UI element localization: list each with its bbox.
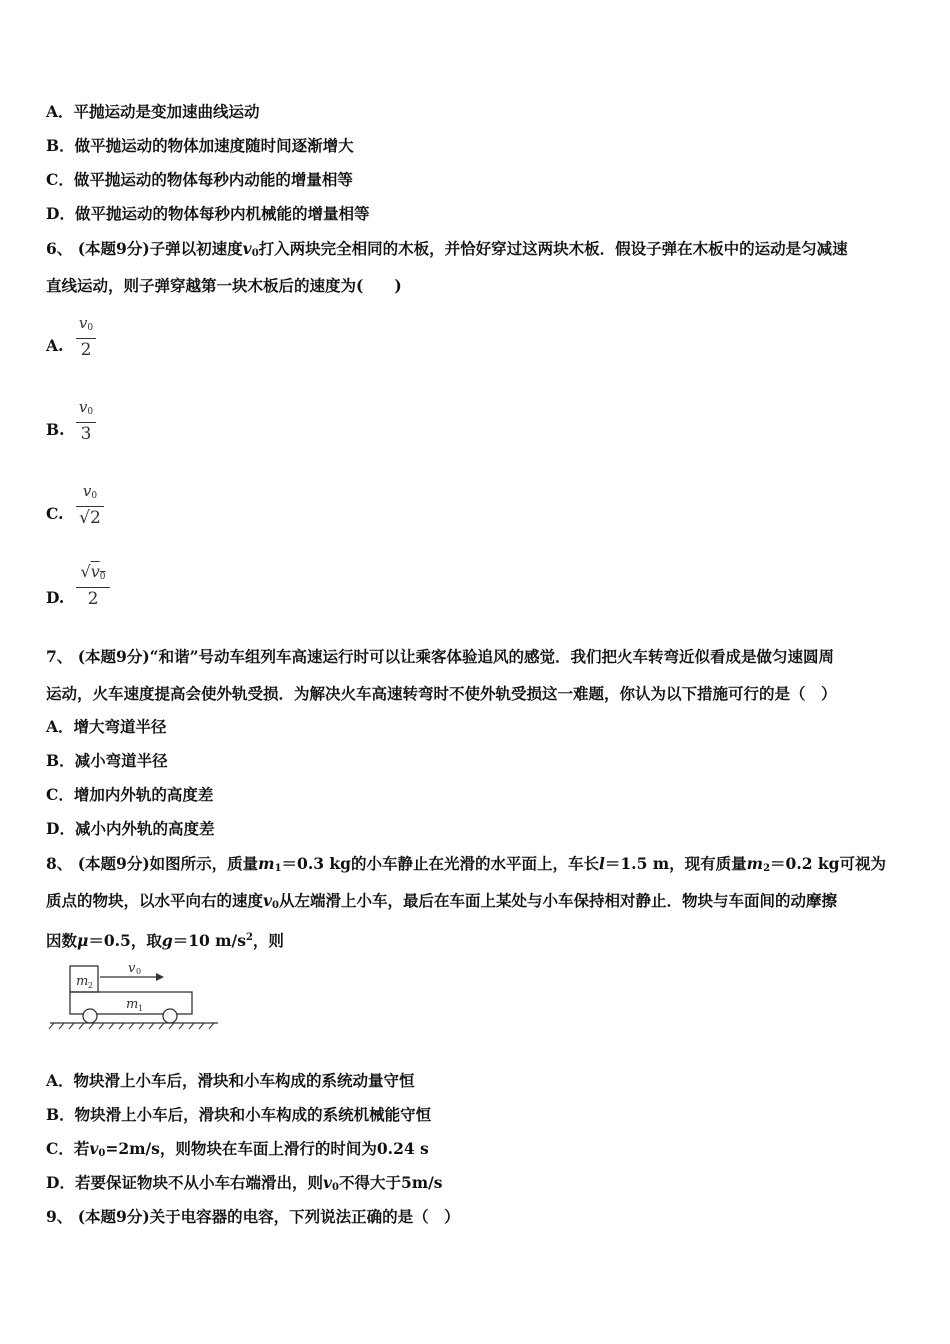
frac-v-sub: 0	[87, 323, 94, 333]
svg-text:1: 1	[138, 1004, 144, 1013]
frac-den: √2	[79, 508, 101, 528]
q8-text: 从左端滑上小车，最后在车面上某处与小车保持相对静止．物块与车面间的动摩擦	[279, 891, 838, 910]
q8-option-c-text: C．若	[46, 1139, 90, 1158]
q7-stem-line2: 运动，火车速度提高会使外轨受损．为解决火车高速转弯时不使外轨受损这一难题，你认为以下措施可行的是（ ）	[46, 684, 837, 703]
cart-block-diagram	[46, 958, 222, 1032]
frac-sqrt-v	[91, 562, 106, 581]
q8-text: ，则	[252, 931, 284, 951]
frac-v: v	[78, 314, 88, 332]
svg-text:m: m	[126, 997, 139, 1012]
q8-sub: 0	[331, 1182, 339, 1193]
q8-stem-line1	[46, 854, 886, 879]
frac-v: v	[82, 482, 92, 500]
q8-m: m	[258, 854, 275, 873]
q7-text: (本题9分)“和谐”号动车组列车高速运行时可以让乘客体验追风的感觉．我们把火车转弯近似看成是做匀速圆周	[77, 647, 834, 666]
q7-stem-line1	[46, 647, 834, 667]
q8-option-a: A．物块滑上小车后，滑块和小车构成的系统动量守恒	[46, 1071, 415, 1090]
q8-text: 质点的物块，以水平向右的速度	[46, 891, 264, 910]
q8-m: m	[746, 854, 764, 873]
q9-text: (本题9分)关于电容器的电容，下列说法正确的是（ ）	[77, 1207, 460, 1226]
frac-den: 2	[80, 340, 92, 360]
q8-text: 因数	[46, 931, 78, 951]
q6-option-d-fraction: $√v_0$ 2	[76, 563, 110, 609]
q7-option-b: B．减小弯道半径	[46, 751, 168, 770]
q6-text: 子弹以初速度	[149, 239, 243, 258]
q6-stem-line1	[46, 239, 848, 264]
q7-option-a: A．增大弯道半径	[46, 717, 167, 736]
q8-text: ＝0.2 kg可视为	[770, 854, 886, 873]
q8-sub: 0	[272, 900, 279, 911]
q8-stem-line2	[46, 891, 837, 916]
q5-option-d: D．做平抛运动的物体每秒内机械能的增量相等	[46, 204, 370, 223]
q8-v: v	[263, 891, 273, 910]
q8-option-d-text: D．若要保证物块不从小车右端滑出，则	[46, 1173, 323, 1192]
q6-option-a-label: A.	[46, 336, 64, 355]
frac-v: v	[78, 398, 88, 416]
frac-den: 3	[80, 424, 92, 444]
q6-option-c-label: C.	[46, 504, 64, 523]
svg-text:2: 2	[88, 981, 94, 990]
q8-stem-line3	[46, 928, 284, 951]
q8-text: ＝0.5，取	[88, 931, 162, 951]
q8-sup: 2	[245, 932, 253, 943]
q6-text: 打入两块完全相同的木板，并恰好穿过这两块木板．假设子弹在木板中的运动是匀减速	[258, 239, 848, 258]
q6-option-d-label: D.	[46, 588, 65, 607]
q6-option-a-fraction	[76, 314, 96, 360]
q6-option-c-fraction	[76, 482, 104, 528]
frac-v-sub: 0	[91, 491, 98, 501]
q8-text: ＝10 m/s	[172, 931, 246, 951]
q8-option-b: B．物块滑上小车后，滑块和小车构成的系统机械能守恒	[46, 1105, 432, 1124]
q6-stem-line2: 直线运动，则子弹穿越第一块木板后的速度为( )	[46, 276, 402, 295]
q8-g: g	[161, 931, 173, 951]
q7-number: 7、	[46, 647, 73, 666]
q8-sub: 1	[274, 863, 282, 874]
q9-number: 9、	[46, 1207, 73, 1226]
frac-v: v	[90, 562, 100, 581]
frac-v-sub: 0	[99, 572, 106, 582]
q8-sub: 0	[98, 1148, 106, 1159]
svg-text:m: m	[76, 974, 89, 989]
q8-option-c	[46, 1139, 429, 1164]
q8-mu: μ	[77, 931, 89, 951]
q5-option-a: A．平抛运动是变加速曲线运动	[46, 102, 260, 121]
q7-option-d: D．减小内外轨的高度差	[46, 819, 215, 838]
frac-v-sub: 0	[87, 407, 94, 417]
q8-text: ＝1.5 m，现有质量	[604, 854, 747, 873]
q6-number: 6、	[46, 239, 73, 258]
q8-option-d	[46, 1173, 443, 1198]
q8-number: 8、	[46, 854, 73, 873]
q8-v: v	[89, 1139, 99, 1158]
q7-option-c: C．增加内外轨的高度差	[46, 785, 214, 804]
q6-v: v	[242, 239, 252, 258]
q8-text: (本题9分)如图所示，质量	[77, 854, 259, 873]
q8-text: ＝0.3 kg的小车静止在光滑的水平面上，车长	[281, 854, 599, 873]
q9-stem	[46, 1207, 460, 1227]
q5-option-b: B．做平抛运动的物体加速度随时间逐渐增大	[46, 136, 354, 155]
q8-v: v	[322, 1173, 332, 1192]
q6-option-b-fraction	[76, 398, 96, 444]
svg-text:v: v	[128, 961, 136, 976]
q6-points: (本题9分)	[77, 239, 150, 258]
q6-option-b-label: B.	[46, 420, 65, 439]
q8-sub: 2	[763, 863, 771, 874]
svg-text:0: 0	[136, 967, 142, 976]
q8-option-c-text: =2m/s，则物块在车面上滑行的时间为0.24 s	[105, 1139, 429, 1158]
frac-den: 2	[87, 589, 99, 609]
q8-l: l	[599, 854, 605, 873]
q6-v-sub: 0	[251, 248, 259, 259]
q8-option-d-text: 不得大于5m/s	[338, 1173, 443, 1192]
q5-option-c: C．做平抛运动的物体每秒内动能的增量相等	[46, 170, 353, 189]
